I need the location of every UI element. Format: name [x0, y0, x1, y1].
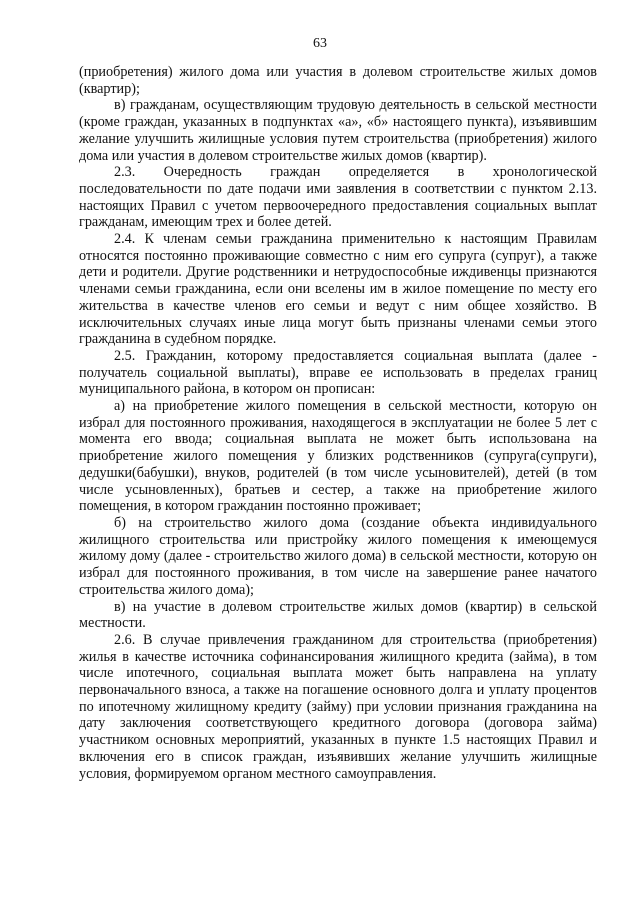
paragraph-2-5-a: а) на приобретение жилого помещения в сельской местности, которую он избрал для постоянного проживания, находящегося в эксплуатации не более 5 лет с момента его ввода; социальная выплата не может быть использована на приобретение жилого помещения у близких родственников (супруга(супруги), дедушки(бабушки), внуков, родителей (в том числе усыновителей), детей (в том числе усыновленных), братьев и сестер, а также на приобретение жилого помещения, в котором гражданин постоянно проживает;: [79, 398, 597, 515]
paragraph-2-6: 2.6. В случае привлечения гражданином для строительства (приобретения) жилья в качестве источника софинансирования жилищного кредита (займа), в том числе ипотечного, социальная выплата может быть направлена на уплату первоначального взноса, а также на погашение основного долга и уплату процентов по ипотечному жилищному кредиту (займу) при условии признания гражданина на дату заключения соответствующего кредитного договора (договора займа) участником основных мероприятий, указанных в пункте 1.5 настоящих Правил и включения его в список граждан, изъявивших желание улучшить жилищные условия, формируемом органом местного самоуправления.: [79, 631, 597, 782]
paragraph-2-5-v: в) на участие в долевом строительстве жилых домов (квартир) в сельской местности.: [79, 598, 597, 632]
paragraph-2-5: 2.5. Гражданин, которому предоставляется социальная выплата (далее - получатель социальной выплаты), вправе ее использовать в пределах границ муниципального района, в котором он прописан:: [79, 347, 597, 398]
paragraph-continuation: (приобретения) жилого дома или участия в долевом строительстве жилых домов (квартир);: [79, 64, 597, 97]
document-body: [79, 64, 597, 782]
page-number: 63: [313, 36, 327, 51]
paragraph-2-3: 2.3. Очередность граждан определяется в хронологической последовательности по дате подачи ими заявления в соответствии с пунктом 2.13. настоящих Правил с учетом первоочередного предоставления социальных выплат гражданам, имеющим трех и более детей.: [79, 164, 597, 231]
paragraph-2-4: 2.4. К членам семьи гражданина применительно к настоящим Правилам относятся постоянно проживающие совместно с ним его супруга (супруг), а также дети и родители. Другие родственники и нетрудоспособные иждивенцы признаются членами семьи гражданина, если они вселены им в жилое помещение по месту его жительства в качестве членов его семьи и ведут с ним общее хозяйство. В исключительных случаях иные лица могут быть признаны членами семьи этого гражданина в судебном порядке.: [79, 231, 597, 348]
paragraph-2-5-b: б) на строительство жилого дома (создание объекта индивидуального жилищного строительства или пристройку жилого помещения к имеющемуся жилому дому (далее - строительство жилого дома) в сельской местности, которую он избрал для постоянного проживания, в том числе на завершение ранее начатого строительства жилого дома);: [79, 514, 597, 598]
paragraph-subitem-v: в) гражданам, осуществляющим трудовую деятельность в сельской местности (кроме граждан, указанных в подпунктах «а», «б» настоящего пункта), изъявившим желание улучшить жилищные условия путем строительства (приобретения) жилого дома или участия в долевом строительстве жилых домов (квартир).: [79, 97, 597, 164]
